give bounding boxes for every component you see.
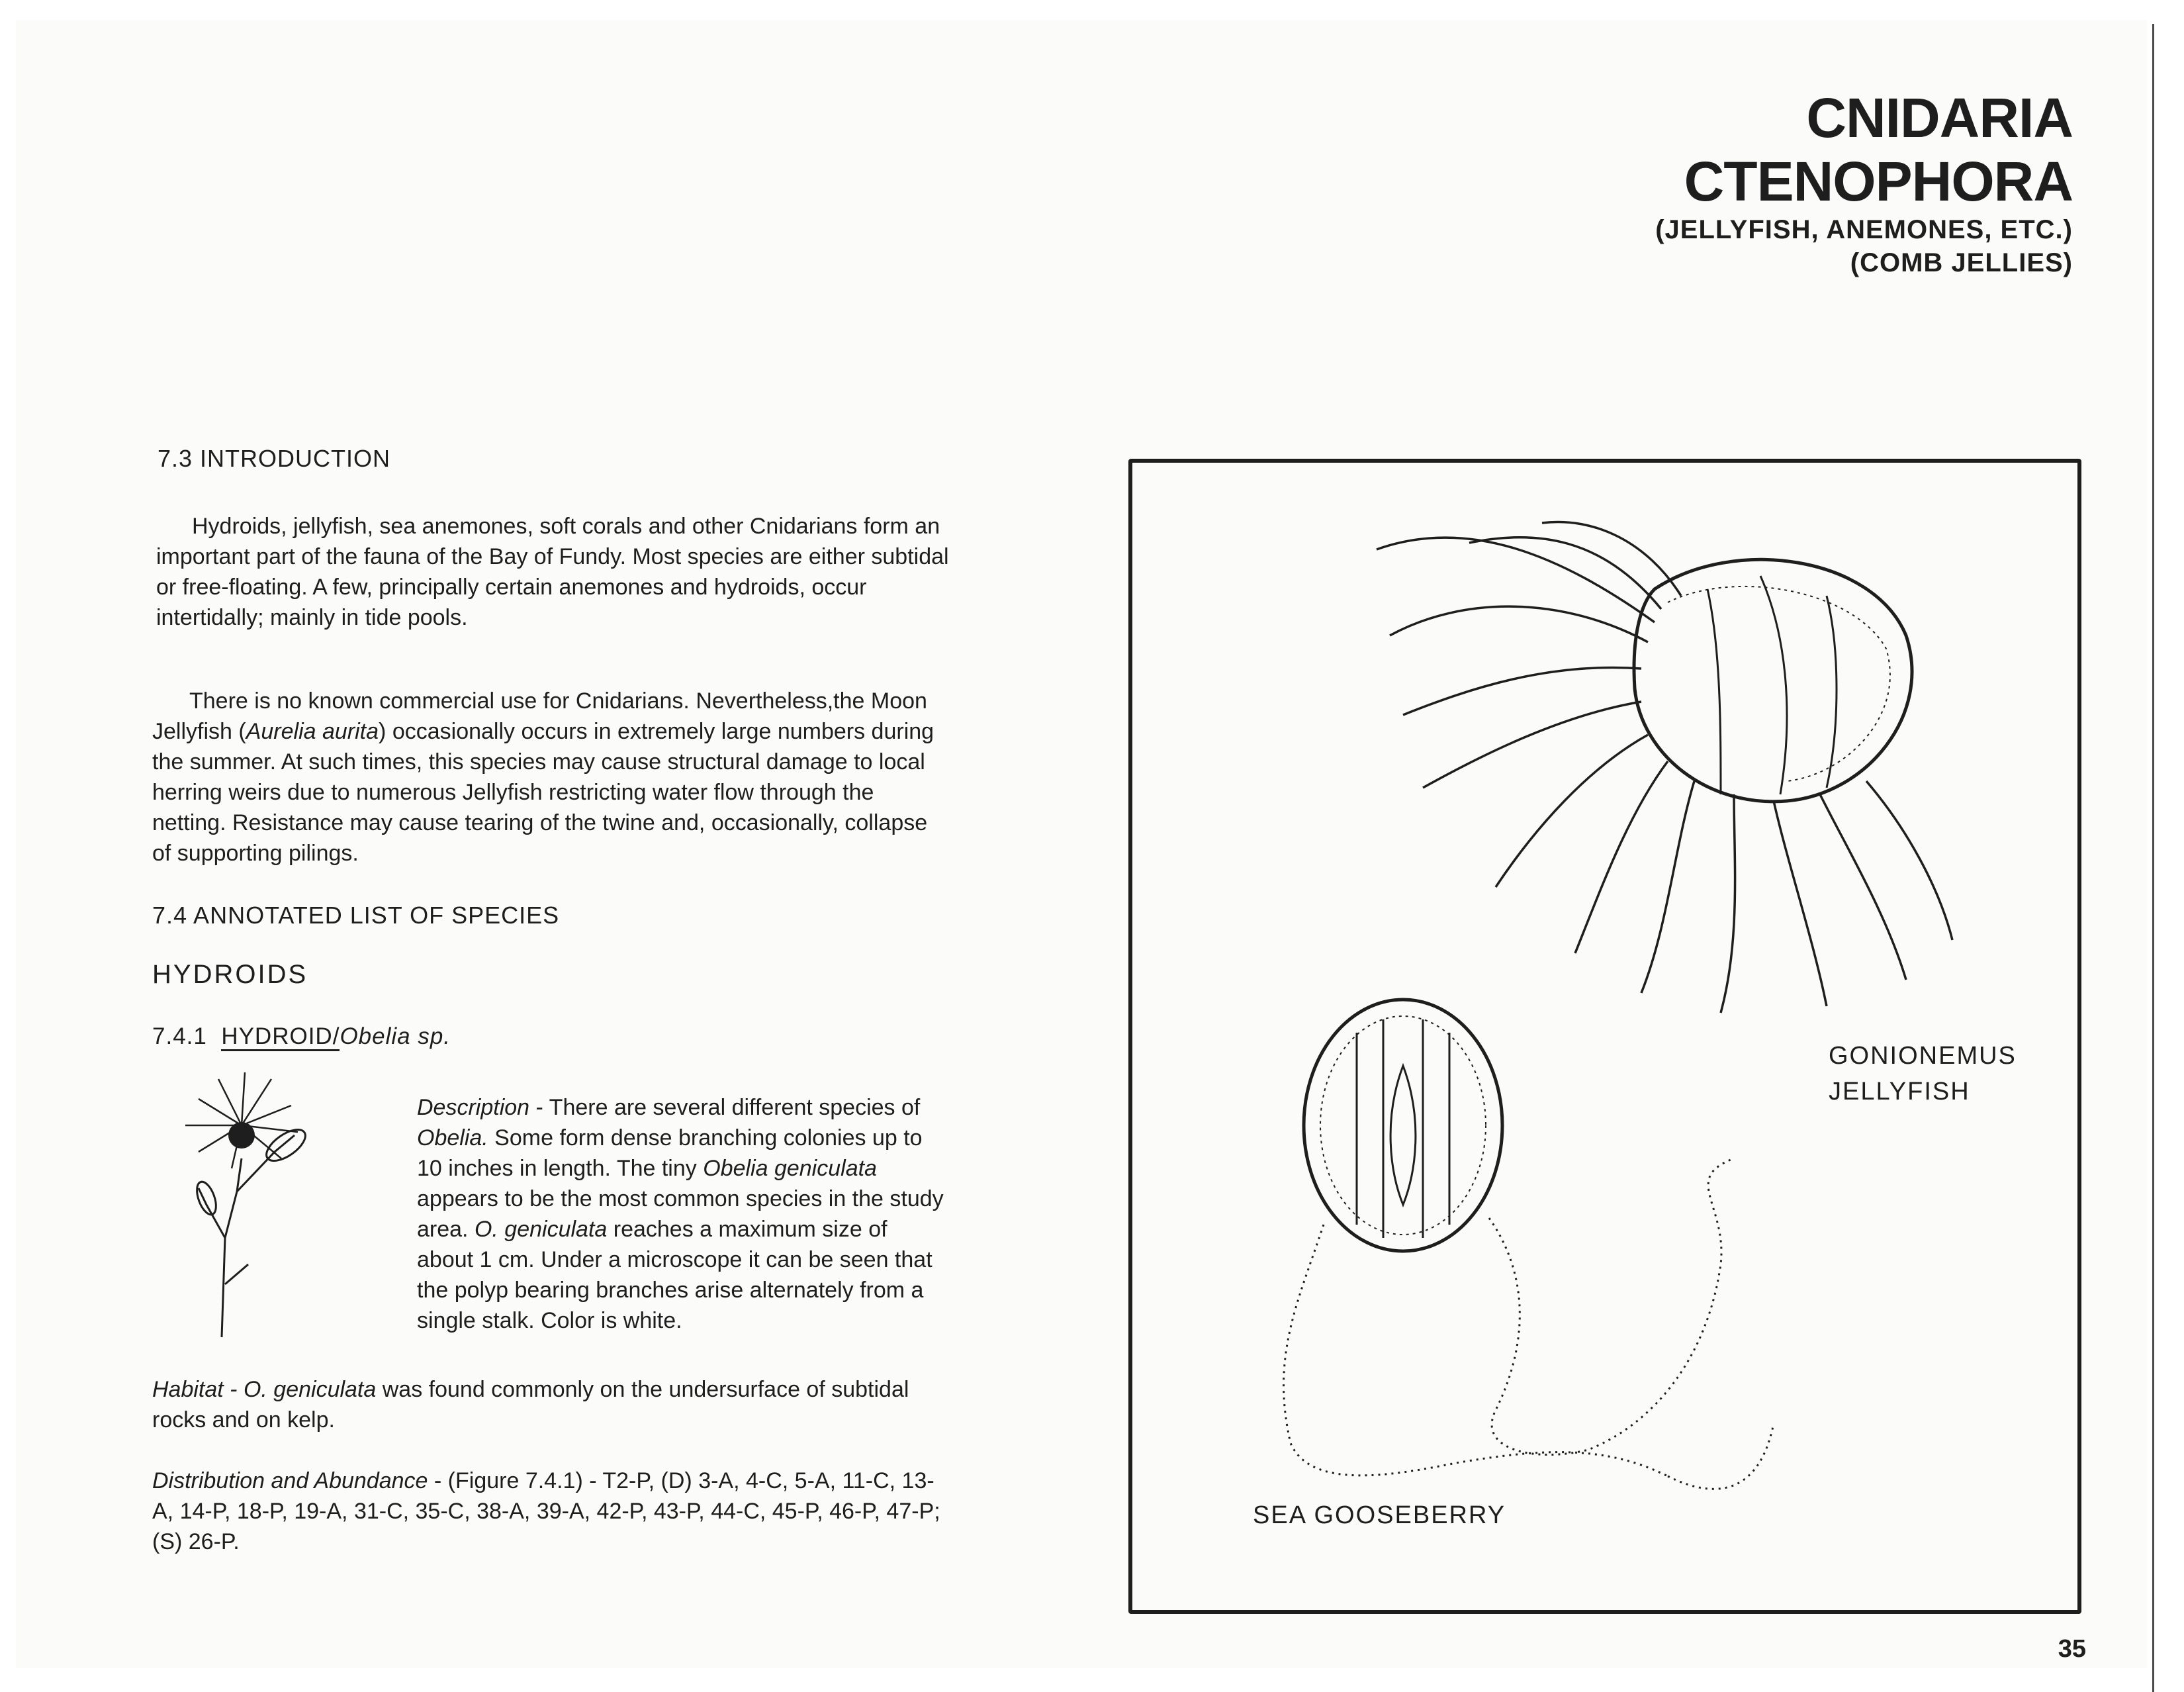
gonionemus-jellyfish-illustration — [1363, 516, 1959, 1033]
sea-gooseberry-illustration — [1257, 986, 1853, 1529]
obelia-illustration — [159, 1072, 304, 1350]
intro-paragraph-2: There is no known commercial use for Cnidarians. Nevertheless,the Moon Jellyfish (Aurelia aurita) occasionally occurs in extremely large numbers during the summer. At such times, this species may cause structural damage to local herring weirs due to numerous Jellyfish restricting water flow through the netting. Resistance may cause tearing of the twine and, occasionally, collapse of supporting pilings. — [152, 688, 934, 866]
introduction-heading: 7.3 INTRODUCTION — [158, 445, 391, 472]
subtitle-comb-jellies: (COMB JELLIES) — [1850, 248, 2073, 277]
title-block — [1655, 86, 2073, 279]
page-number: 35 — [2058, 1635, 2086, 1663]
intro-paragraph-1: Hydroids, jellyfish, sea anemones, soft corals and other Cnidarians form an important part of the fauna of the Bay of Fundy. Most species are either subtidal or free-floating. A few, principally certain anemones and hydroids, occur intertidally; mainly in tide pools. — [156, 514, 949, 630]
title-ctenophora: CTENOPHORA — [1684, 150, 2073, 212]
distribution-paragraph: Distribution and Abundance - (Figure 7.4.1) - T2-P, (D) 3-A, 4-C, 5-A, 11-C, 13-A, 14-P, 18-P, 19-A, 31-C, 35-C, 38-A, 39-A, 42-P, 43-P, 44-C, 45-P, 46-P, 47-P; (S) 26-P. — [152, 1468, 940, 1554]
hydroids-heading: HYDROIDS — [152, 960, 308, 989]
habitat-paragraph: Habitat - O. geniculata was found commonly on the undersurface of subtidal rocks and on kelp. — [152, 1377, 909, 1433]
title-cnidaria: CNIDARIA — [1806, 87, 2073, 149]
species-list-heading: 7.4 ANNOTATED LIST OF SPECIES — [152, 902, 560, 929]
gonionemus-label: GONIONEMUS JELLYFISH — [1829, 1042, 2017, 1105]
sea-gooseberry-label: SEA GOOSEBERRY — [1253, 1501, 1506, 1529]
species-item-title: 7.4.1 HYDROID/Obelia sp. — [152, 1023, 451, 1050]
page-edge-rule — [2152, 24, 2154, 1692]
subtitle-jellyfish: (JELLYFISH, ANEMONES, ETC.) — [1655, 215, 2073, 244]
description-paragraph: Description - There are several different species of Obelia. Some form dense branching colonies up to 10 inches in length. The tiny Obelia geniculata appears to be the most common species in the study area. O. geniculata reaches a maximum size of about 1 cm. Under a microscope it can be seen that the polyp bearing branches arise alternately from a single stalk. Color is white. — [417, 1095, 944, 1333]
